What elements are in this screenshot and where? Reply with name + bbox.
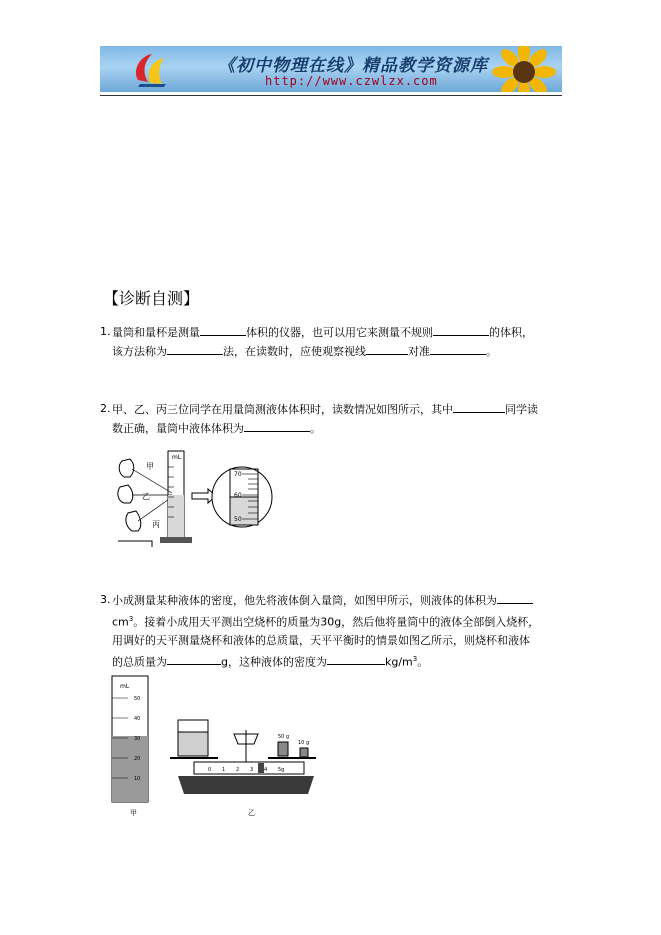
scale-tick: 4 — [264, 767, 268, 773]
question-text: 。 — [310, 422, 321, 435]
answer-blank[interactable] — [167, 342, 223, 355]
weight-50g — [278, 742, 288, 756]
question-text: 的体积， — [489, 326, 533, 339]
scale-tick: 3 — [250, 767, 254, 773]
answer-blank[interactable] — [433, 323, 489, 336]
question-text: 数正确，量筒中液体体积为 — [112, 422, 244, 435]
answer-blank[interactable] — [327, 652, 385, 665]
question-text: 甲、乙、丙三位同学在用量筒测液体体积时，读数情况如图所示，其中 — [112, 403, 453, 416]
tick-50: 50 — [134, 696, 141, 702]
question-text: 该方法称为 — [112, 345, 167, 358]
liquid — [168, 495, 184, 537]
scale-tick: 5g — [278, 767, 285, 773]
unit-text: cm — [112, 615, 129, 629]
answer-blank[interactable] — [167, 652, 221, 665]
cylinder-base — [160, 537, 192, 543]
scale-tick: 1 — [222, 767, 226, 773]
scale-tick: 2 — [236, 767, 240, 773]
superscript: 3 — [412, 654, 418, 663]
banner-url: http://www.czwlzx.com — [265, 74, 438, 88]
rider — [258, 763, 264, 773]
caption-jia: 甲 — [130, 809, 137, 817]
caption-yi: 乙 — [248, 809, 255, 817]
scale-tick: 0 — [208, 767, 212, 773]
tick-40: 40 — [134, 716, 141, 722]
sunflower-icon — [492, 46, 556, 92]
unit-text: kg/m — [384, 655, 413, 669]
student-head-yi — [118, 485, 133, 503]
unit-label: mL — [120, 683, 130, 690]
figure-density-measurement — [108, 670, 322, 820]
liquid — [112, 736, 148, 802]
label-yi: 乙 — [142, 492, 150, 501]
section-title: 【诊断自测】 — [103, 289, 200, 308]
tick-20: 20 — [134, 756, 141, 762]
question-text: 量筒和量杯是测量 — [112, 326, 200, 339]
question-text: 用调好的天平测量烧杯和液体的总质量，天平平衡时的情景如图乙所示，则烧杯和液体 — [112, 633, 530, 647]
tick-50: 50 — [234, 516, 242, 523]
question-text: 。接着小成用天平测出空烧杯的质量为30g，然后他将量筒中的液体全部倒入烧杯， — [133, 615, 540, 629]
question-text: 体积的仪器，也可以用它来测量不规则 — [246, 326, 433, 339]
question-number: 1. — [100, 325, 111, 338]
question-text: 小成测量某种液体的密度，他先将液体倒入量筒，如图甲所示，则液体的体积为 — [112, 594, 497, 607]
header-rule — [100, 95, 562, 96]
answer-blank[interactable] — [430, 342, 486, 355]
answer-blank[interactable] — [497, 591, 533, 604]
question-text: 法，在读数时，应使观察视线 — [223, 345, 366, 358]
weight-50g-label: 50 g — [278, 734, 290, 740]
tick-30: 30 — [134, 736, 141, 742]
answer-blank[interactable] — [453, 400, 505, 413]
question-number: 2. — [100, 402, 111, 415]
label-bing: 丙 — [152, 520, 160, 529]
weight-10g-label: 10 g — [298, 740, 310, 746]
question-3 — [100, 591, 570, 671]
logo-icon — [130, 50, 172, 88]
student-head-jia — [119, 459, 134, 477]
tick-10: 10 — [134, 776, 141, 782]
tick-60: 60 — [234, 492, 242, 499]
label-jia: 甲 — [146, 462, 154, 471]
answer-blank[interactable] — [244, 419, 310, 432]
weight-10g — [300, 748, 308, 757]
header-banner — [100, 46, 562, 92]
question-text: 对准 — [408, 345, 430, 358]
superscript: 3 — [128, 615, 134, 623]
question-number: 3. — [100, 593, 111, 606]
unit-label: mL — [172, 454, 182, 461]
question-text: 同学读 — [505, 403, 538, 416]
shoulders — [118, 541, 152, 547]
figure-reading-cylinder — [112, 447, 278, 547]
answer-blank[interactable] — [200, 323, 246, 336]
question-text: 。 — [486, 345, 497, 358]
tick-70: 70 — [234, 471, 242, 478]
question-text: g，这种液体的密度为 — [221, 655, 327, 669]
balance-base — [178, 776, 314, 794]
banner-title: 《初中物理在线》精品教学资源库 — [218, 56, 488, 76]
question-text: 。 — [417, 655, 429, 669]
question-1 — [100, 323, 570, 361]
question-2 — [100, 400, 570, 438]
question-text: 的总质量为 — [112, 655, 167, 669]
answer-blank[interactable] — [366, 342, 408, 355]
